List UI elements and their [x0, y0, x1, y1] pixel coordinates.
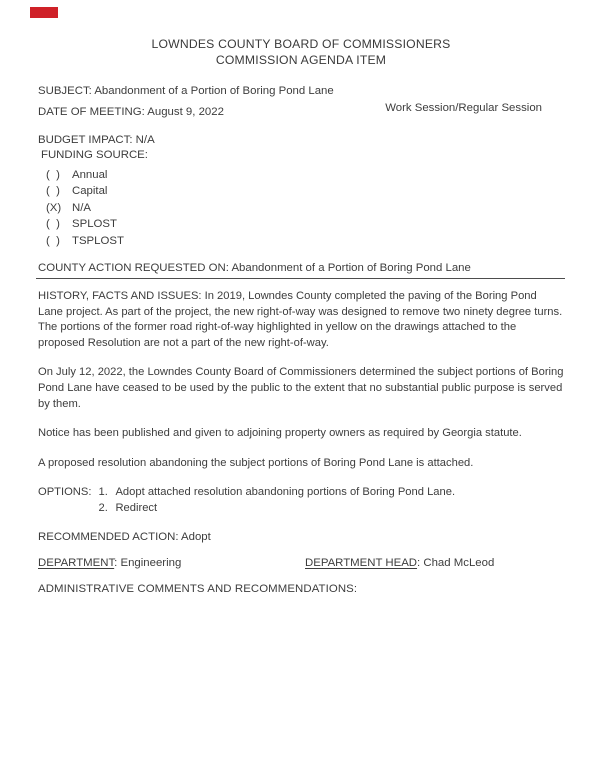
- funding-option-label: Capital: [72, 185, 108, 198]
- checkbox-splost: ( ): [46, 218, 60, 231]
- determination-paragraph: On July 12, 2022, the Lowndes County Board of Commissioners determined the subject portions of Boring Pond Lane have ceased to be used by the public to the extent that no substantial public purpose is served by them.: [38, 366, 564, 410]
- options-section: [38, 485, 564, 516]
- funding-option-label: N/A: [72, 201, 91, 214]
- checkbox-na-checked: (X): [46, 201, 62, 214]
- funding-option-na: [46, 200, 564, 216]
- administrative-comments-line: ADMINISTRATIVE COMMENTS AND RECOMMENDATIONS:: [38, 582, 358, 595]
- department-head-field: [305, 557, 494, 569]
- checkbox-tsplost: ( ): [46, 234, 60, 247]
- session-type: Work Session/Regular Session: [385, 102, 542, 114]
- department-label: DEPARTMENT: [38, 556, 115, 569]
- meeting-date-row: [38, 102, 564, 118]
- funding-source-list: [38, 167, 564, 249]
- header-agenda-item: COMMISSION AGENDA ITEM: [215, 53, 387, 67]
- department-head-label: DEPARTMENT HEAD: [305, 556, 418, 569]
- budget-impact-line: BUDGET IMPACT: N/A: [38, 134, 155, 146]
- checkbox-annual: ( ): [46, 169, 60, 181]
- meeting-date: DATE OF MEETING: August 9, 2022: [38, 106, 224, 118]
- option-text: Redirect: [115, 501, 158, 514]
- options-label: OPTIONS:: [38, 486, 92, 499]
- option-text: Adopt attached resolution abandoning portions of Boring Pond Lane.: [115, 486, 456, 499]
- funding-option-label: SPLOST: [72, 218, 117, 231]
- department-field: [38, 557, 305, 569]
- funding-option-label: Annual: [72, 169, 108, 181]
- checkbox-capital: ( ): [46, 185, 60, 198]
- option-number: 1.: [98, 486, 108, 499]
- department-row: [38, 557, 564, 569]
- funding-source-label: FUNDING SOURCE:: [41, 149, 148, 161]
- county-action-requested-line: COUNTY ACTION REQUESTED ON: Abandonment of a Portion of Boring Pond Lane: [36, 262, 565, 279]
- header-board-name: LOWNDES COUNTY BOARD OF COMMISSIONERS: [151, 37, 451, 51]
- funding-option-annual: [46, 167, 564, 183]
- funding-option-label: TSPLOST: [72, 234, 124, 247]
- funding-option-splost: [46, 216, 564, 232]
- option-number: 2.: [98, 501, 108, 514]
- subject-line: SUBJECT: Abandonment of a Portion of Boring Pond Lane: [38, 85, 334, 97]
- option-item-adopt: [98, 485, 455, 501]
- funding-option-tsplost: [46, 233, 564, 249]
- recommended-action-line: RECOMMENDED ACTION: Adopt: [38, 530, 211, 543]
- funding-option-capital: [46, 183, 564, 199]
- options-list: [98, 485, 455, 516]
- notice-paragraph: Notice has been published and given to adjoining property owners as required by Georgia statute.: [38, 427, 522, 440]
- resolution-attached-paragraph: A proposed resolution abandoning the subject portions of Boring Pond Lane is attached.: [38, 456, 474, 469]
- history-facts-paragraph: HISTORY, FACTS AND ISSUES: In 2019, Lowndes County completed the paving of the Boring Pond Lane project. As part of the project, the new right-of-way was designed to remove two ninety degree turns. The portions of the former road right-of-way highlighted in yellow on the drawings attached to the proposed Resolution are not a part of the new right-of-way.: [38, 290, 563, 349]
- department-value: : Engineering: [114, 556, 182, 569]
- option-item-redirect: [98, 501, 455, 517]
- department-head-value: : Chad McLeod: [417, 556, 495, 569]
- document-header: [38, 36, 564, 68]
- red-badge: [30, 7, 58, 18]
